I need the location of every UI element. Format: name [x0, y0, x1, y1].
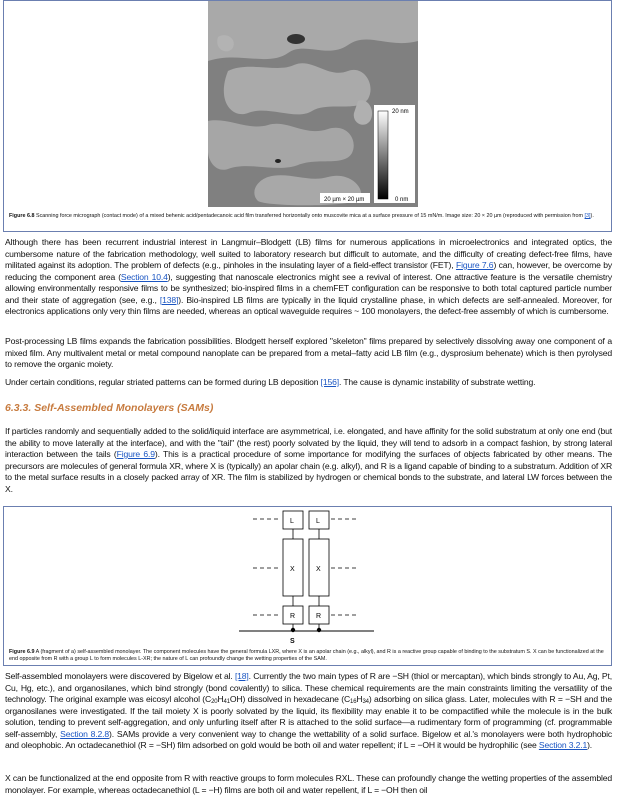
- link-section-3-2-1[interactable]: Section 3.2.1: [538, 740, 588, 750]
- ref-link-138[interactable]: [138]: [159, 294, 179, 305]
- link-section-10-4[interactable]: Section 10.4: [120, 271, 168, 282]
- paragraph-post-processing: Post-processing LB films expands the fabrication possibilities. Blodgett herself explored "skeleton" films prepared by selectively dissolving away one component of a mixed film. Any multivalent metal or metal compound nanoplate can be prepared from a metal–fatty acid LB film (e.g., dysprosium behenate) which is then pyrolysed to remove the organic moiety.: [5, 336, 612, 369]
- scale-area-label: 20 µm × 20 µm: [324, 197, 365, 203]
- ref-link-3[interactable]: [3]: [584, 213, 591, 219]
- paragraph-striated-patterns: Under certain conditions, regular striated patterns can be formed during LB deposition [156]. The cause is dynamic instability of substrate wetting.: [5, 377, 536, 387]
- label-r-left: R: [290, 613, 296, 620]
- figure-6-9-caption: Figure 6.9 A (fragment of a) self-assembled monolayer. The component molecules have the general formula LXR, where X is an apolar chain (e.g., alkyl), and R is a reactive group capable of binding to the substratum S. X can be functionalized at the end opposite from R with a group L to form molecules L-XR; the nature of L can profoundly change the wetting properties of the SAM.: [9, 649, 604, 662]
- afm-micrograph: [208, 1, 418, 207]
- paragraph-sam-intro: If particles randomly and sequentially added to the solid/liquid interface are asymmetrical, i.e. elongated, and have affinity for the solid substratum at only one end (but the ability to move laterally at the interface), and with the "tail" (the rest) poorly solvated by the liquid, they will tend to adsorb in a compact fashion, by strong lateral interaction between the tails (Figure 6.9). This is a practical procedure of some importance for modifying the surfaces of objects fabricated by other means. The precursors are molecules of general formula XR, where X is (typically) an apolar chain (e.g. alkyl), and R is a ligand capable of binding to a substratum. Addition of XR to the metal surface results in a closely packed array of XR. The film is stabilized by hydrogen or chemical bonds to the substrate, and lateral LW forces between the X.: [5, 426, 612, 494]
- scale-label-0nm: 0 nm: [395, 197, 409, 203]
- figure-6-8-caption: Figure 6.8 Scanning force micrograph (contact mode) of a mixed behenic acid/pentadecanoic acid film transferred horizontally onto muscovite mica at a surface pressure of 15 mN/m. Image size: 20 × 20 µm (reproduced with permission from [3]).: [9, 213, 594, 219]
- link-section-8-2-8[interactable]: Section 8.2.8: [60, 728, 110, 739]
- paragraph-functionalization: X can be functionalized at the end opposite from R with reactive groups to form molecules RXL. These can profoundly change the wetting properties of the assembled monolayer. For example, whereas octadecanethiol (L = −H) films are both oil and water repellent, if L = −OH then oil: [5, 773, 612, 795]
- label-x-right: X: [316, 566, 321, 573]
- section-heading-sams: 6.3.3. Self-Assembled Monolayers (SAMs): [5, 402, 214, 414]
- label-l-right: L: [316, 518, 320, 525]
- sam-diagram: [229, 509, 379, 647]
- figure-6-8: [3, 0, 612, 232]
- label-l-left: L: [290, 518, 294, 525]
- label-x-left: X: [290, 566, 295, 573]
- link-figure-6-9[interactable]: Figure 6.9: [116, 449, 155, 459]
- link-figure-7-6[interactable]: Figure 7.6: [455, 260, 494, 270]
- paragraph-sam-history: Self-assembled monolayers were discovered by Bigelow et al. [18]. Currently the two main types of R are −SH (thiol or mercaptan), which binds strongly to Au, Ag, Pt, Cu, Hg, etc.), and organosilanes, which bind strongly (bond covalently) to silica. These chemical requirements are the main constraints limiting the versatility of the technology. The original example was eicosyl alcohol $(C_{20}H_{41}OH)$ dissolved in hexadecane $(C_{16}H_{34})$ adsorbing on silica glass. Later, molecules with R = −SH and the organosilanes were investigated. If the tail moiety X is poorly solvated by the liquid, its flexibility may enable it to be compactified while the molecule is in the bulk solution, tending to prevent self-aggregation, and only unfurling itself after R is attached to the solid surface—a rudimentary form of programming (cf. programmable self-assembly, Section 8.2.8). SAMs provide a very convenient way to change the wettability of a solid surface. Bigelow et al.'s monolayers were both hydrophobic and oleophobic. An octadecanethiol (R = −SH) film adsorbed on gold would be both oil and water repellent; if L = −OH it would be hydrophilic (see Section 3.2.1).: [5, 671, 612, 750]
- ref-link-156[interactable]: [156]: [320, 377, 339, 387]
- label-r-right: R: [316, 613, 322, 620]
- label-s: S: [290, 638, 295, 645]
- scale-label-20nm: 20 nm: [392, 109, 409, 115]
- ref-link-18[interactable]: [18]: [234, 671, 249, 681]
- figure-6-9: [3, 506, 612, 666]
- paragraph-lb-films: Although there has been recurrent industrial interest in Langmuir–Blodgett (LB) films for numerous applications in microelectronics and integrated optics, the cumbersome nature of the fabrication methodology, well suited to laboratory research but difficult to automate, and the difficulty of creating defect-free films, have militated against its adoption. The problem of defects (e.g., pinholes in the insulating layer of a field-effect transistor (FET), Figure 7.6) can, however, be overcome by reducing the component area (Section 10.4), suggesting that nanoscale electronics might see a revival of interest. One attractive feature is the versatile chemistry allowing environmentally responsive films to be synthesized; bio-inspired films in a chemFET configuration can be responsive to both total captured particle number and their state of aggregation (see, e.g., [138]). Bio-inspired LB films are typically in the liquid crystalline phase, in which defects are self-annealed. Moreover, for electronics applications only very thin films are needed, whereas an optical waveguide requires ~ 100 monolayers, the defect-free assembly of which is cumbersome.: [5, 237, 612, 316]
